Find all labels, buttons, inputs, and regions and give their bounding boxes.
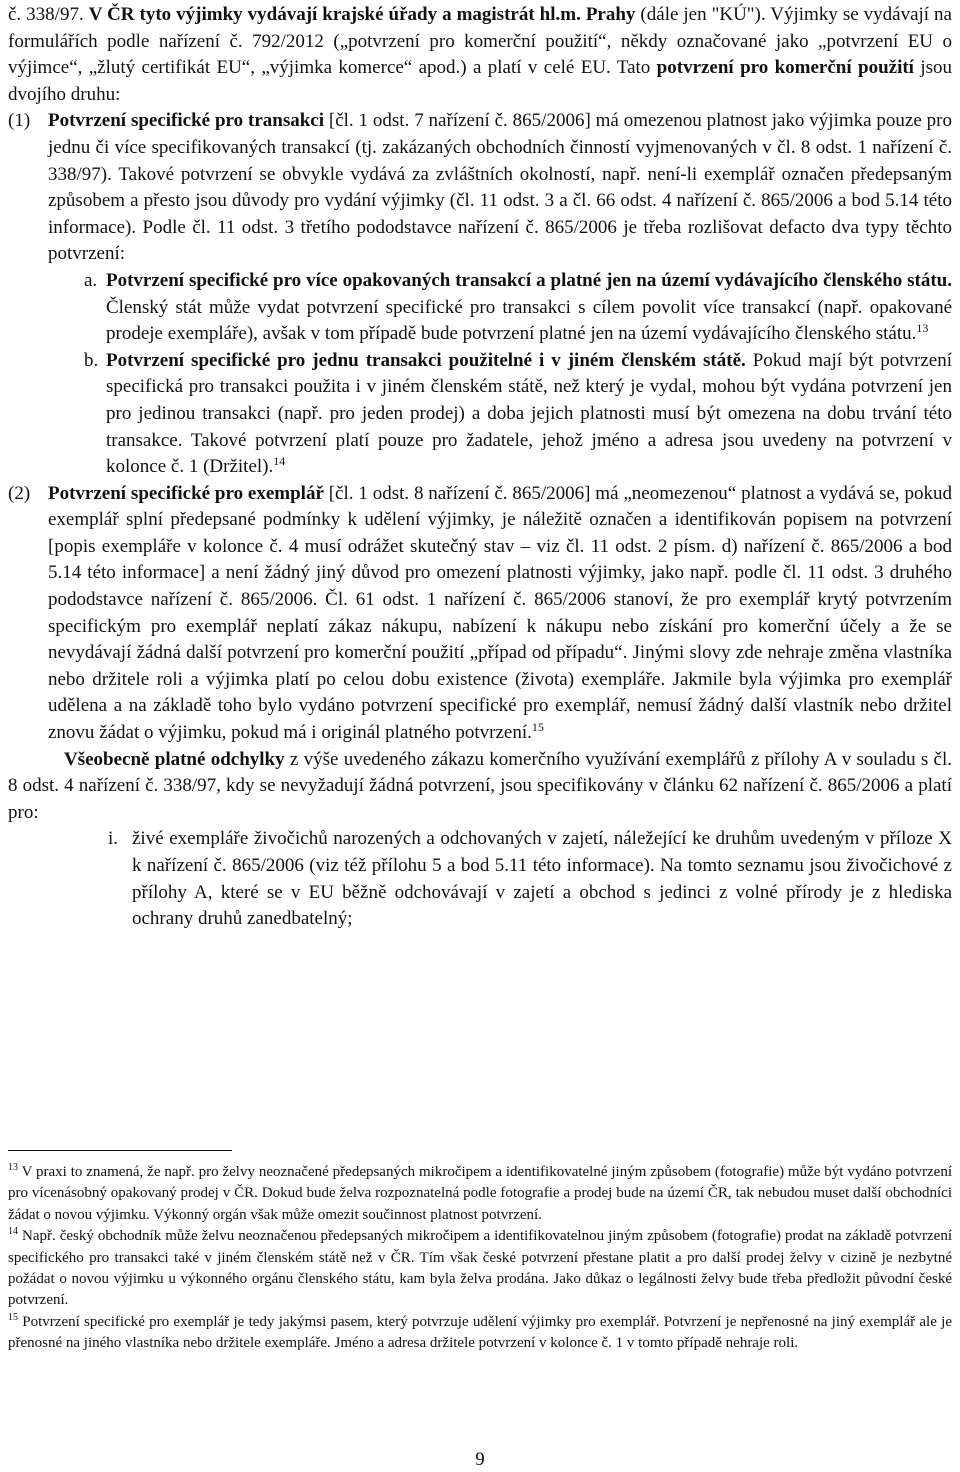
sub-b-text: Pokud mají být potvrzení specifická pro transakci použita i v jiném členském státě, než který je vydal, mohou být vydána potvrzení jen pro jedinou transakci (např. pro jeden prodej) a doba jejich platnosti musí být omezena na dobu trvání této transakce. Takové potvrzení platí pouze pro žadatele, jehož jméno a adresa jsou uvedeny na potvrzení v kolonce č. 1 (Držitel). <box>106 349 952 478</box>
sub-marker-a: a. <box>84 269 98 291</box>
footnote-ref-14[interactable]: 14 <box>273 454 286 469</box>
list-item-1 <box>8 108 952 268</box>
list-item-2 <box>8 481 952 747</box>
sub-marker-i: i. <box>108 828 119 850</box>
sub-a-text: Členský stát může vydat potvrzení specifické pro transakci s cílem povolit více transakcí (např. opakované prodeje exempláře), avšak v tom případě bude potvrzení platné jen na území vydávajícího členského státu. <box>106 296 952 345</box>
footnotes-section <box>8 1162 952 1355</box>
item2-text: [čl. 1 odst. 8 nařízení č. 865/2006] má „neomezenou“ platnost a vydává se, pokud exemplář splní předepsané podmínky k udělení výjimky, je náležitě označen a identifikován popisem na potvrzení [popis exempláře v kolonce č. 4 musí odrážet skutečný stav – viz čl. 11 odst. 2 písm. d) nařízení č. 865/2006 a bod 5.14 této informace] a není žádný jiný důvod pro omezení platnosti výjimky, jako např. podle čl. 11 odst. 3 druhého pododstavce nařízení č. 865/2006. Čl. 61 odst. 1 nařízení č. 865/2006 stanoví, že pro exemplář krytý potvrzením specifickým pro exemplář neplatí zákaz nákupu, nabízení k nákupu nebo získání pro komerční účely a že se nevydávají žádná další potvrzení pro komerční použití „případ od případu“. Jinými slovy zde nehraje změna vlastníka nebo držitele roli a výjimka platí po celou dobu existence (života) exempláře. Jakmile byla výjimka pro exemplář udělena a na základě toho bylo vydáno potvrzení specifické pro exemplář, nemusí žádný další vlastník nebo držitel znovu žádat o výjimku, pokud má i originál platného potvrzení. <box>48 482 952 744</box>
general-heading: Všeobecně platné odchylky <box>64 748 285 770</box>
intro-paragraph <box>8 2 952 108</box>
footnote-separator <box>8 1150 232 1151</box>
intro-text-3: jsou dvojího druhu: <box>8 57 952 105</box>
list-marker-2: (2) <box>8 482 31 504</box>
general-text: z výše uvedeného zákazu komerčního využívání exemplářů z přílohy A v souladu s čl. 8 odst. 4 nařízení č. 338/97, kdy se nevyžadují žádná potvrzení, jsou specifikovány v článku 62 nařízení č. 865/2006 a platí pro: <box>8 748 952 823</box>
item1-heading: Potvrzení specifické pro transakci <box>48 110 324 132</box>
footnote-number-15: 15 <box>8 1311 18 1323</box>
footnote-number-13: 13 <box>8 1162 18 1173</box>
footnote-text-15: Potvrzení specifické pro exemplář je tedy jakýmsi pasem, který potvrzuje udělení výjimky pro exemplář. Potvrzení je nepřenosné na jiný exemplář ale je přenosné na jiného vlastníka nebo držitele exempláře. Jméno a adresa držitele potvrzení v kolonce č. 1 v tomto případě nehraje roli. <box>8 1313 952 1352</box>
footnote-number-14: 14 <box>8 1226 18 1238</box>
sub-item-i <box>8 826 952 932</box>
document-page <box>8 2 952 933</box>
footnote-text-14: Např. český obchodník může želvu neoznačenou předepsaných mikročipem a identifikovatelnou jiným způsobem (fotografie) prodat na základě potvrzení specifického pro transakci také v jiném členském státě než v ČR. Tím však české potvrzení přestane platit a pro další prodej želvy v cizině je nezbytné požádat o novou výjimku u výkonného orgánu členského státu, kam byla želva prodána. Jako důkaz o legálnosti želvy bude třeba předložit původní české potvrzení. <box>8 1228 952 1309</box>
list-marker-1: (1) <box>8 110 31 132</box>
sub-item-a <box>8 268 952 348</box>
sub-a-heading: Potvrzení specifické pro více opakovaných transakcí a platné jen na území vydávajícího členského státu. <box>106 269 952 291</box>
footnote-13 <box>8 1162 952 1226</box>
footnote-14 <box>8 1226 952 1312</box>
footnote-text-13: V praxi to znamená, že např. pro želvy neoznačené předepsaných mikročipem a identifikovatelné jiným způsobem (fotografie) může být vydáno potvrzení pro vícenásobný opakovaný prodej v ČR. Dokud bude želva rozpoznatelná podle fotografie a prodej bude na území ČR, tak nebudou muset další obchodníci žádat o novou výjimku. Výkonný orgán však může omezit součinnost platnost potvrzení. <box>8 1164 952 1223</box>
item2-heading: Potvrzení specifické pro exemplář <box>48 482 324 504</box>
item1-text: [čl. 1 odst. 7 nařízení č. 865/2006] má omezenou platnost jako výjimka pouze pro jednu či více specifikovaných transakcí (tj. zakázaných obchodních činností vyjmenovaných v čl. 8 odst. 1 nařízení č. 338/97). Takové potvrzení se obvykle vydává za zvláštních okolností, např. není-li exemplář označen předepsaným způsobem a přesto jsou důvody pro vydání výjimky (čl. 11 odst. 3 a čl. 66 odst. 4 nařízení č. 865/2006 a bod 5.14 této informace). Podle čl. 11 odst. 3 třetího pododstavce nařízení č. 865/2006 je třeba rozlišovat defacto dva typy těchto potvrzení: <box>48 110 952 265</box>
intro-bold-commercial: potvrzení pro komerční použití <box>656 57 914 79</box>
footnote-ref-13[interactable]: 13 <box>916 321 929 336</box>
sub-b-heading: Potvrzení specifické pro jednu transakci použitelné i v jiném členském státě. <box>106 349 746 371</box>
page-number: 9 <box>475 1449 485 1470</box>
footnote-ref-15[interactable]: 15 <box>531 720 544 735</box>
sub-marker-b: b. <box>84 349 99 371</box>
intro-bold-authorities: V ČR tyto výjimky vydávají krajské úřady a magistrát hl.m. Prahy <box>88 4 636 25</box>
footnote-15 <box>8 1312 952 1355</box>
sub-item-b <box>8 348 952 481</box>
general-exceptions-paragraph <box>8 747 952 827</box>
sub-i-text: živé exempláře živočichů narozených a odchovaných v zajetí, náležející ke druhům uvedeným v příloze X k nařízení č. 865/2006 (viz též přílohu 5 a bod 5.11 této informace). Na tomto seznamu jsou živočichové z přílohy A, které se v EU běžně odchovávají v zajetí a obchod s jedinci z volné přírody je z hlediska ochrany druhů zanedbatelný; <box>132 828 952 930</box>
intro-text-2: (dále jen "KÚ"). Výjimky se vydávají na formulářích podle nařízení č. 792/2012 („potvrzení pro komerční použití“, někdy označované jako „potvrzení EU o výjimce“, „žlutý certifikát EU“, „výjimka komerce“ apod.) a platí v celé EU. Tato <box>8 4 952 79</box>
intro-text-1: č. 338/97. <box>8 4 89 25</box>
